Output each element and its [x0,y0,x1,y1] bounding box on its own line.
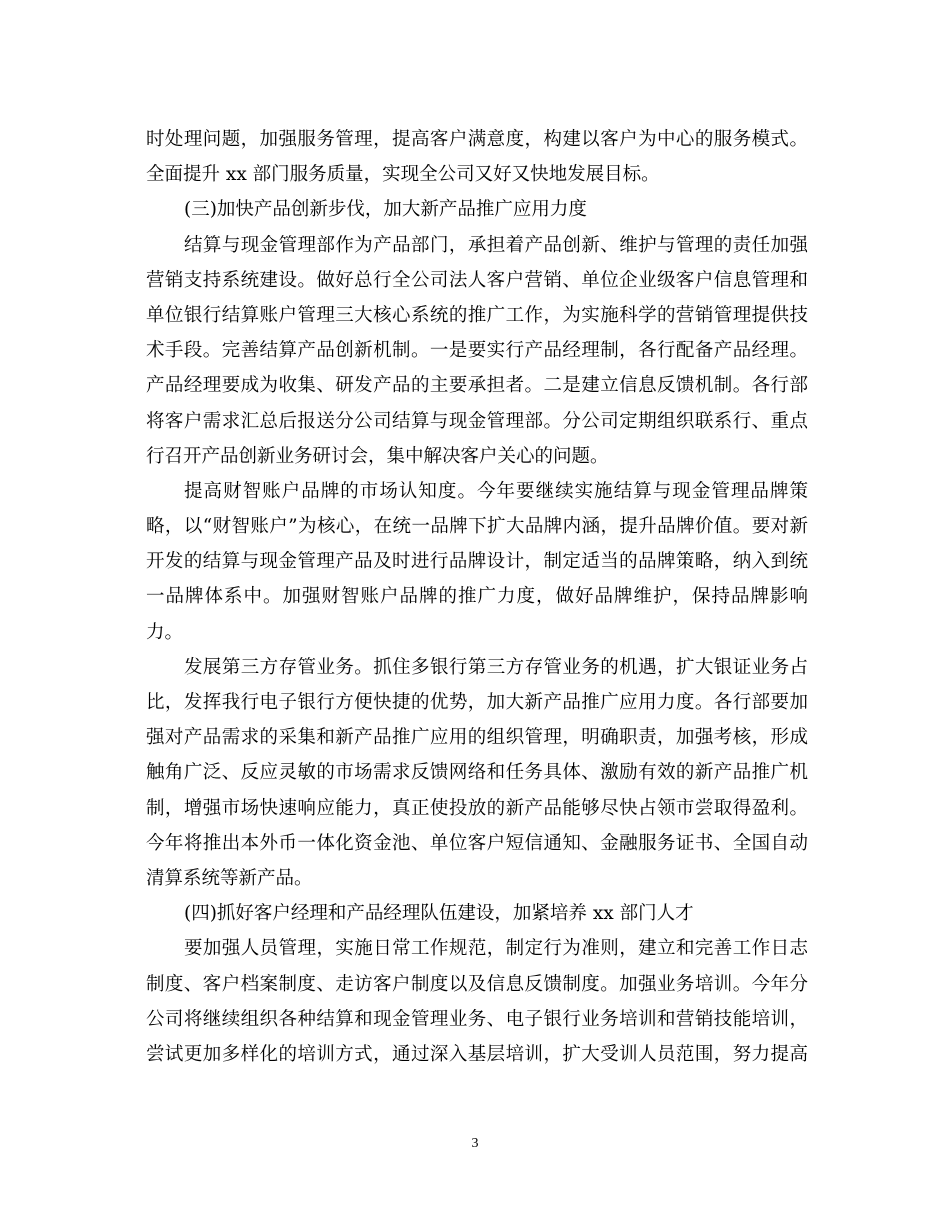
text-line: 开发的结算与现金管理产品及时进行品牌设计，制定适当的品牌策略，纳入到统 [146,551,808,573]
text-line: 清算系统等新产品。 [146,867,313,889]
section-heading: (三)加快产品创新步伐，加大新产品推广应用力度 [184,199,587,221]
text-line: 产品经理要成为收集、研发产品的主要承担者。二是建立信息反馈机制。各行部 [146,375,808,397]
text-line: 行召开产品创新业务研讨会，集中解决客户关心的问题。 [146,445,609,467]
text-line: 全面提升 xx 部门服务质量，实现全公司又好又快地发展目标。 [146,164,660,186]
text-line: 触角广泛、反应灵敏的市场需求反馈网络和任务具体、激励有效的新产品推广机 [146,762,808,784]
text-line: 结算与现金管理部作为产品部门，承担着产品创新、维护与管理的责任加强 [184,234,808,256]
text-line: 制度、客户档案制度、走访客户制度以及信息反馈制度。加强业务培训。今年分 [146,973,808,995]
text-line: 一品牌体系中。加强财智账户品牌的推广力度，做好品牌维护，保持品牌影响 [146,586,808,608]
text-line: 将客户需求汇总后报送分公司结算与现金管理部。分公司定期组织联系行、重点 [146,410,808,432]
text-line: 公司将继续组织各种结算和现金管理业务、电子银行业务培训和营销技能培训， [146,1008,808,1030]
text-line: 制，增强市场快速响应能力，真正使投放的新产品能够尽快占领市尝取得盈利。 [146,797,808,819]
text-line: 比，发挥我行电子银行方便快捷的优势，加大新产品推广应用力度。各行部要加 [146,692,808,713]
text-line: 要加强人员管理，实施日常工作规范，制定行为准则，建立和完善工作日志 [184,938,808,960]
text-line: 时处理问题，加强服务管理，提高客户满意度，构建以客户为中心的服务模式。 [146,129,808,150]
section-heading: (四)抓好客户经理和产品经理队伍建设，加紧培养 xx 部门人才 [184,903,694,925]
text-line: 营销支持系统建设。做好总行全公司法人客户营销、单位企业级客户信息管理和 [146,269,808,291]
text-line: 力。 [146,621,184,643]
text-line: 术手段。完善结算产品创新机制。一是要实行产品经理制，各行配备产品经理。 [146,340,808,362]
text-line: 提高财智账户品牌的市场认知度。今年要继续实施结算与现金管理品牌策 [184,480,808,502]
text-line: 今年将推出本外币一体化资金池、单位客户短信通知、金融服务证书、全国自动 [146,832,808,854]
text-line: 发展第三方存管业务。抓住多银行第三方存管业务的机遇，扩大银证业务占 [184,656,808,678]
text-line: 略，以“财智账户”为核心，在统一品牌下扩大品牌内涵，提升品牌价值。要对新 [146,516,808,538]
document-body [146,122,808,1072]
text-line: 强对产品需求的采集和新产品推广应用的组织管理，明确职责，加强考核，形成 [146,727,808,749]
page-number: 3 [471,1136,479,1151]
text-line: 尝试更加多样化的培训方式，通过深入基层培训，扩大受训人员范围，努力提高 [146,1043,808,1065]
text-line: 单位银行结算账户管理三大核心系统的推广工作，为实施科学的营销管理提供技 [146,304,808,326]
